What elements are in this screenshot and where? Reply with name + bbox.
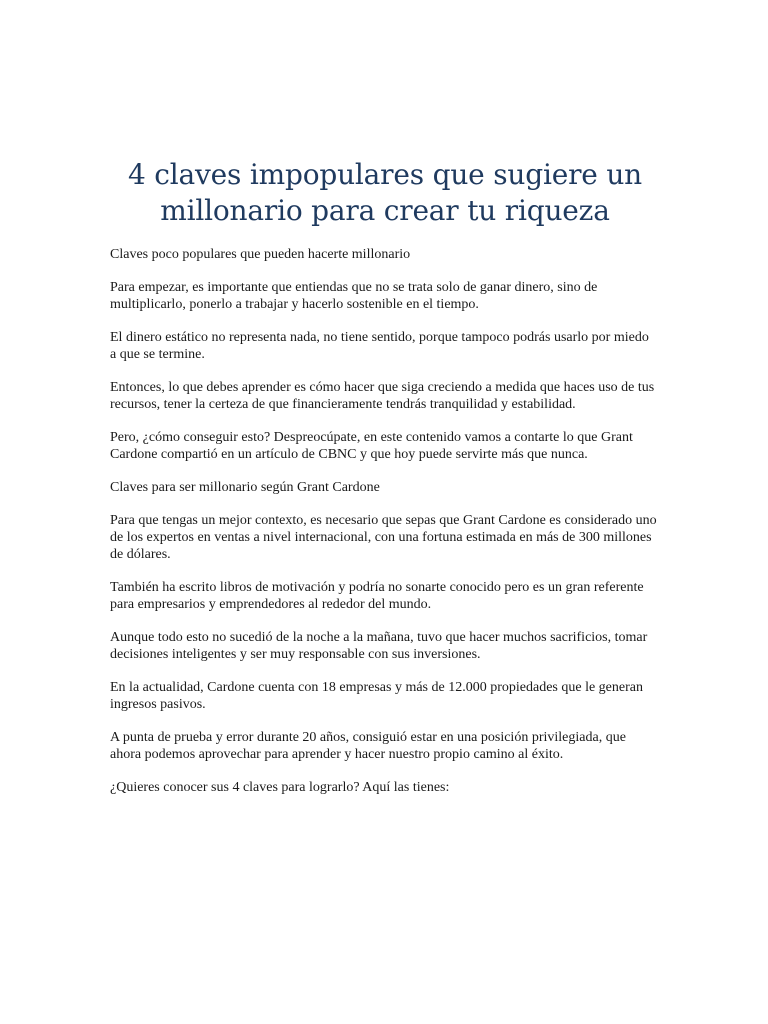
paragraph: Entonces, lo que debes aprender es cómo hacer que siga creciendo a medida que haces uso de tus recursos, tener la certeza de que financieramente tendrás tranquilidad y estabilidad. [110, 380, 655, 412]
paragraph: ¿Quieres conocer sus 4 claves para lograrlo? Aquí las tienes: [110, 780, 450, 795]
paragraph: Para que tengas un mejor contexto, es necesario que sepas que Grant Cardone es considerado uno de los expertos en ventas a nivel internacional, con una fortuna estimada en más de 300 millones de dólares. [110, 513, 657, 562]
paragraph: Pero, ¿cómo conseguir esto? Despreocúpate, en este contenido vamos a contarte lo que Grant Cardone compartió en un artículo de CBNC y que hoy puede servirte más que nunca. [110, 430, 633, 462]
paragraph: En la actualidad, Cardone cuenta con 18 empresas y más de 12.000 propiedades que le generan ingresos pasivos. [110, 680, 643, 712]
paragraph: Para empezar, es importante que entiendas que no se trata solo de ganar dinero, sino de multiplicarlo, ponerlo a trabajar y hacerlo sostenible en el tiempo. [110, 280, 598, 312]
paragraph: Claves poco populares que pueden hacerte millonario [110, 247, 411, 262]
document-title: 4 claves impopulares que sugiere un millonario para crear tu riqueza [127, 158, 643, 227]
section-heading: Claves para ser millonario según Grant Cardone [110, 480, 380, 495]
document-body [110, 246, 658, 812]
paragraph: A punta de prueba y error durante 20 años, consiguió estar en una posición privilegiada, que ahora podemos aprovechar para aprender y hacer nuestro propio camino al éxito. [110, 730, 626, 762]
paragraph: También ha escrito libros de motivación y podría no sonarte conocido pero es un gran referente para empresarios y emprendedores al rededor del mundo. [110, 580, 644, 612]
paragraph: El dinero estático no representa nada, no tiene sentido, porque tampoco podrás usarlo por miedo a que se termine. [110, 330, 649, 362]
paragraph: Aunque todo esto no sucedió de la noche a la mañana, tuvo que hacer muchos sacrificios, tomar decisiones inteligentes y ser muy responsable con sus inversiones. [110, 630, 648, 662]
